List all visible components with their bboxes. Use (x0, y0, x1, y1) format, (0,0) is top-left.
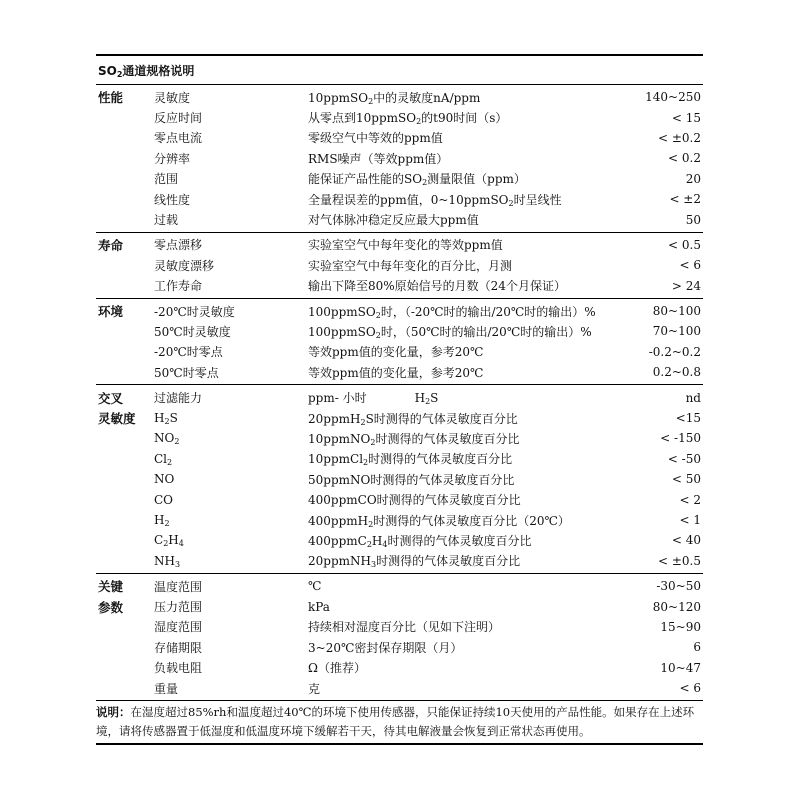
spec-row (96, 449, 703, 469)
parameter-value: 80~100 (652, 304, 701, 319)
spec-sheet (96, 54, 703, 745)
text-segment: H (371, 533, 383, 548)
parameter-value: < ±0.5 (657, 553, 701, 568)
subscript-text: 2 (360, 417, 366, 427)
spec-row (96, 276, 703, 296)
text-segment: ℃ (308, 579, 322, 594)
parameter-description (308, 659, 601, 676)
parameter-description (308, 639, 601, 656)
spec-row (96, 87, 703, 107)
parameter-value: < 0.2 (668, 151, 701, 166)
parameter-name: 50℃时零点 (154, 365, 219, 380)
parameter-description (308, 410, 601, 427)
parameter-name: 反应时间 (154, 111, 203, 126)
spec-row (96, 128, 703, 148)
parameter-name: 零点电流 (154, 131, 203, 146)
parameter-value: < 40 (671, 533, 701, 548)
text-segment: 等效ppm值的变化量，参考20℃ (308, 345, 484, 360)
category-label: 环境 (98, 304, 124, 320)
text-segment: 400ppmC (308, 533, 367, 548)
text-segment: Ω（推荐） (308, 661, 366, 676)
parameter-value: 50 (685, 212, 701, 227)
sheet-title (96, 56, 703, 84)
text-segment: kPa (308, 599, 330, 614)
note-label: 说明： (96, 705, 131, 720)
parameter-description (308, 450, 601, 467)
parameter-name: 灵敏度 (154, 90, 191, 105)
parameter-name (154, 411, 308, 425)
parameter-value: 20 (685, 171, 701, 186)
text-segment: 10ppmSO (308, 90, 369, 105)
text-segment: C (154, 533, 164, 548)
spec-row (96, 658, 703, 678)
parameter-description (308, 303, 601, 320)
text-segment: 400ppmCO时测得的气体灵敏度百分比 (308, 493, 521, 508)
parameter-value: < 2 (679, 492, 701, 507)
spec-row (96, 408, 703, 428)
parameter-name: 负载电阻 (154, 661, 203, 676)
text-segment: 对气体脉冲稳定反应最大ppm值 (308, 213, 479, 228)
parameter-value: 15~90 (660, 619, 701, 634)
parameter-description (308, 89, 601, 106)
parameter-name (154, 452, 308, 466)
parameter-description (308, 236, 601, 253)
title-suffix: 通道规格说明 (122, 64, 195, 78)
parameter-description (308, 512, 601, 529)
category-label: 关键 (98, 579, 124, 595)
parameter-description (308, 150, 601, 167)
text-segment: 从零点到10ppmSO (308, 111, 417, 126)
text-segment: 时呈线性 (513, 192, 562, 207)
parameter-name (154, 554, 308, 568)
parameter-name: -20℃时零点 (154, 345, 223, 360)
spec-section (96, 84, 703, 232)
subscript-text: 3 (370, 560, 377, 570)
text-segment: 持续相对湿度百分比（见如下注明） (308, 620, 501, 635)
parameter-description (308, 430, 601, 447)
spec-row (96, 510, 703, 530)
text-segment: 等效ppm值的变化量，参考20℃ (308, 365, 484, 380)
parameter-name: 过滤能力 (154, 391, 203, 406)
text-segment: H (168, 533, 179, 548)
spec-row (96, 617, 703, 637)
parameter-description (308, 471, 601, 488)
parameter-value: nd (685, 390, 701, 405)
spec-row (96, 169, 703, 189)
text-segment: 输出下降至80%原始信号的月数（24个月保证） (308, 279, 566, 294)
text-segment: 100ppmSO (308, 304, 376, 319)
parameter-name: 灵敏度漂移 (154, 258, 215, 273)
text-segment: H (154, 513, 165, 527)
text-segment: S时测得的气体灵敏度百分比 (365, 411, 518, 426)
subscript-text: 2 (164, 417, 170, 427)
subscript-text: 2 (163, 539, 169, 549)
parameter-name: 50℃时灵敏度 (154, 324, 231, 339)
parameter-value: 10~47 (660, 660, 701, 675)
parameter-name: 压力范围 (154, 600, 203, 615)
spec-row (96, 428, 703, 448)
subscript-text: 2 (425, 397, 431, 407)
text-segment: 50ppmNO时测得的气体灵敏度百分比 (308, 472, 515, 487)
subscript-text: 2 (422, 178, 428, 188)
parameter-name: 存储期限 (154, 640, 203, 655)
parameter-name (154, 533, 308, 547)
parameter-name: 工作寿命 (154, 279, 203, 294)
parameter-value: < ±2 (669, 192, 701, 207)
parameter-value: < -150 (660, 431, 701, 446)
spec-row (96, 362, 703, 382)
text-segment: ppm- 小时 H (308, 391, 426, 406)
title-subscript: 2 (116, 70, 123, 79)
parameter-value: 0.2~0.8 (652, 365, 701, 380)
parameter-value: 80~120 (652, 599, 701, 614)
spec-section (96, 232, 703, 298)
parameter-name: NO (154, 472, 175, 487)
subscript-text: 2 (363, 458, 369, 468)
text-segment: S (430, 391, 439, 406)
parameter-value: < 1 (679, 513, 701, 527)
parameter-value: < ±0.2 (657, 130, 701, 145)
text-segment: RMS噪声（等效ppm值） (308, 151, 449, 166)
parameter-value: < 50 (671, 472, 701, 487)
parameter-name: 过载 (154, 213, 179, 228)
subscript-text: 2 (375, 330, 381, 340)
spec-row (96, 530, 703, 550)
subscript-text: 4 (178, 539, 184, 549)
spec-row (96, 255, 703, 275)
category-label: 交叉 (98, 390, 124, 406)
text-segment: 能保证产品性能的SO (308, 172, 423, 187)
parameter-name: 温度范围 (154, 579, 203, 594)
parameter-description (308, 323, 601, 340)
text-segment: Cl (154, 451, 168, 466)
note-text: 在湿度超过85%rh和温度超过40℃的环境下使用传感器，只能保证持续10天使用的产品性能。如果存在上述环境，请将传感器置于低湿度和低温度环境下缓解若干天，待其电解液量会恢复到正常状态再使用。 (96, 705, 695, 739)
spec-row (96, 551, 703, 571)
parameter-name: 分辨率 (154, 151, 191, 166)
text-segment: 中的灵敏度nA/ppm (373, 90, 481, 105)
parameter-description (308, 389, 601, 406)
spec-row (96, 148, 703, 168)
text-segment: S (169, 411, 178, 426)
parameter-name (154, 513, 308, 527)
text-segment: 100ppmSO (308, 324, 376, 339)
category-label: 灵敏度 (98, 411, 136, 427)
text-segment: 3~20℃密封保存期限（月） (308, 640, 463, 655)
text-segment: 时测得的气体灵敏度百分比（20℃） (373, 513, 570, 528)
subscript-text: 3 (174, 559, 181, 569)
text-segment: 10ppmCl (308, 452, 364, 467)
spec-row (96, 235, 703, 255)
parameter-name: 零点漂移 (154, 238, 203, 253)
bottom-rule (96, 743, 703, 745)
category-label: 寿命 (98, 237, 124, 253)
text-segment: 实验室空气中每年变化的百分比，月测 (308, 258, 513, 273)
subscript-text: 2 (375, 310, 381, 320)
parameter-description (308, 191, 601, 208)
parameter-value: < 6 (679, 258, 701, 273)
parameter-name: 线性度 (154, 192, 191, 207)
parameter-value: 70~100 (652, 324, 701, 339)
text-segment: H (154, 411, 165, 426)
text-segment: 时测得的气体灵敏度百分比 (375, 431, 520, 446)
parameter-description (308, 532, 601, 549)
spec-row (96, 678, 703, 698)
subscript-text: 2 (416, 117, 422, 127)
parameter-description (308, 109, 601, 126)
subscript-text: 2 (368, 96, 374, 106)
text-segment: NH (154, 553, 175, 568)
parameter-value: < 0.5 (668, 237, 701, 252)
parameter-description (308, 491, 601, 508)
subscript-text: 4 (382, 539, 388, 549)
subscript-text: 2 (164, 519, 170, 528)
spec-section (96, 298, 703, 385)
spec-row (96, 342, 703, 362)
text-segment: 时测得的气体灵敏度百分比 (387, 533, 532, 548)
parameter-value: -30~50 (656, 579, 701, 594)
spec-section (96, 384, 703, 573)
parameter-value: < 15 (671, 110, 701, 125)
spec-row (96, 107, 703, 127)
spec-row (96, 301, 703, 321)
spec-section (96, 573, 703, 700)
parameter-name: 湿度范围 (154, 620, 203, 635)
subscript-text: 2 (167, 457, 173, 467)
text-segment: 零级空气中等效的ppm值 (308, 131, 443, 146)
text-segment: 时测得的气体灵敏度百分比 (368, 452, 513, 467)
text-segment: 全量程误差的ppm值，0~10ppmSO (308, 192, 509, 207)
parameter-description (308, 552, 601, 569)
parameter-description (308, 600, 601, 614)
spec-row (96, 189, 703, 209)
parameter-value: 140~250 (645, 90, 701, 105)
text-segment: 20ppmNH (308, 554, 371, 569)
spec-row (96, 387, 703, 407)
parameter-description (308, 364, 601, 381)
spec-row (96, 576, 703, 596)
spec-row (96, 596, 703, 616)
subscript-text: 2 (370, 437, 376, 447)
spec-row (96, 469, 703, 489)
category-label: 参数 (98, 599, 124, 615)
parameter-name (154, 431, 308, 445)
parameter-description (308, 343, 601, 360)
parameter-value: > 24 (671, 278, 701, 293)
spec-row (96, 637, 703, 657)
parameter-value: < -50 (667, 451, 701, 466)
text-segment: 时测得的气体灵敏度百分比 (376, 554, 521, 569)
parameter-description (308, 618, 601, 635)
parameter-name: 范围 (154, 172, 179, 187)
parameter-description (308, 211, 601, 228)
parameter-name: -20℃时灵敏度 (154, 304, 235, 319)
text-segment: 实验室空气中每年变化的等效ppm值 (308, 238, 503, 253)
spec-row (96, 209, 703, 229)
parameter-value: -0.2~0.2 (648, 344, 701, 359)
text-segment: 测量限值（ppm） (427, 172, 526, 187)
text-segment: 20ppmH (308, 411, 361, 426)
text-segment: 时，（50℃时的输出/20℃时的输出）% (380, 324, 592, 339)
text-segment: NO (154, 431, 175, 446)
usage-note (96, 700, 703, 741)
subscript-text: 2 (368, 519, 374, 529)
subscript-text: 2 (508, 198, 514, 208)
text-segment: 的t90时间（s） (421, 111, 508, 126)
parameter-description (308, 129, 601, 146)
text-segment: 400ppmH (308, 513, 369, 528)
category-label: 性能 (98, 90, 124, 106)
title-prefix: SO (98, 64, 117, 78)
spec-sections (96, 84, 703, 700)
parameter-description (308, 680, 601, 697)
parameter-value: < 6 (679, 681, 701, 696)
parameter-name: CO (154, 492, 174, 507)
parameter-value: 6 (693, 640, 701, 655)
text-segment: 10ppmNO (308, 431, 371, 446)
parameter-name: 重量 (154, 681, 179, 696)
text-segment: 时，（-20℃时的输出/20℃时的输出）% (380, 304, 596, 319)
parameter-description (308, 170, 601, 187)
text-segment: 克 (308, 681, 321, 696)
parameter-description (308, 277, 601, 294)
parameter-value: <15 (675, 411, 701, 426)
parameter-description (308, 257, 601, 274)
parameter-description (308, 579, 601, 593)
subscript-text: 2 (174, 437, 180, 447)
subscript-text: 2 (366, 539, 372, 549)
spec-row (96, 489, 703, 509)
spec-row (96, 321, 703, 341)
